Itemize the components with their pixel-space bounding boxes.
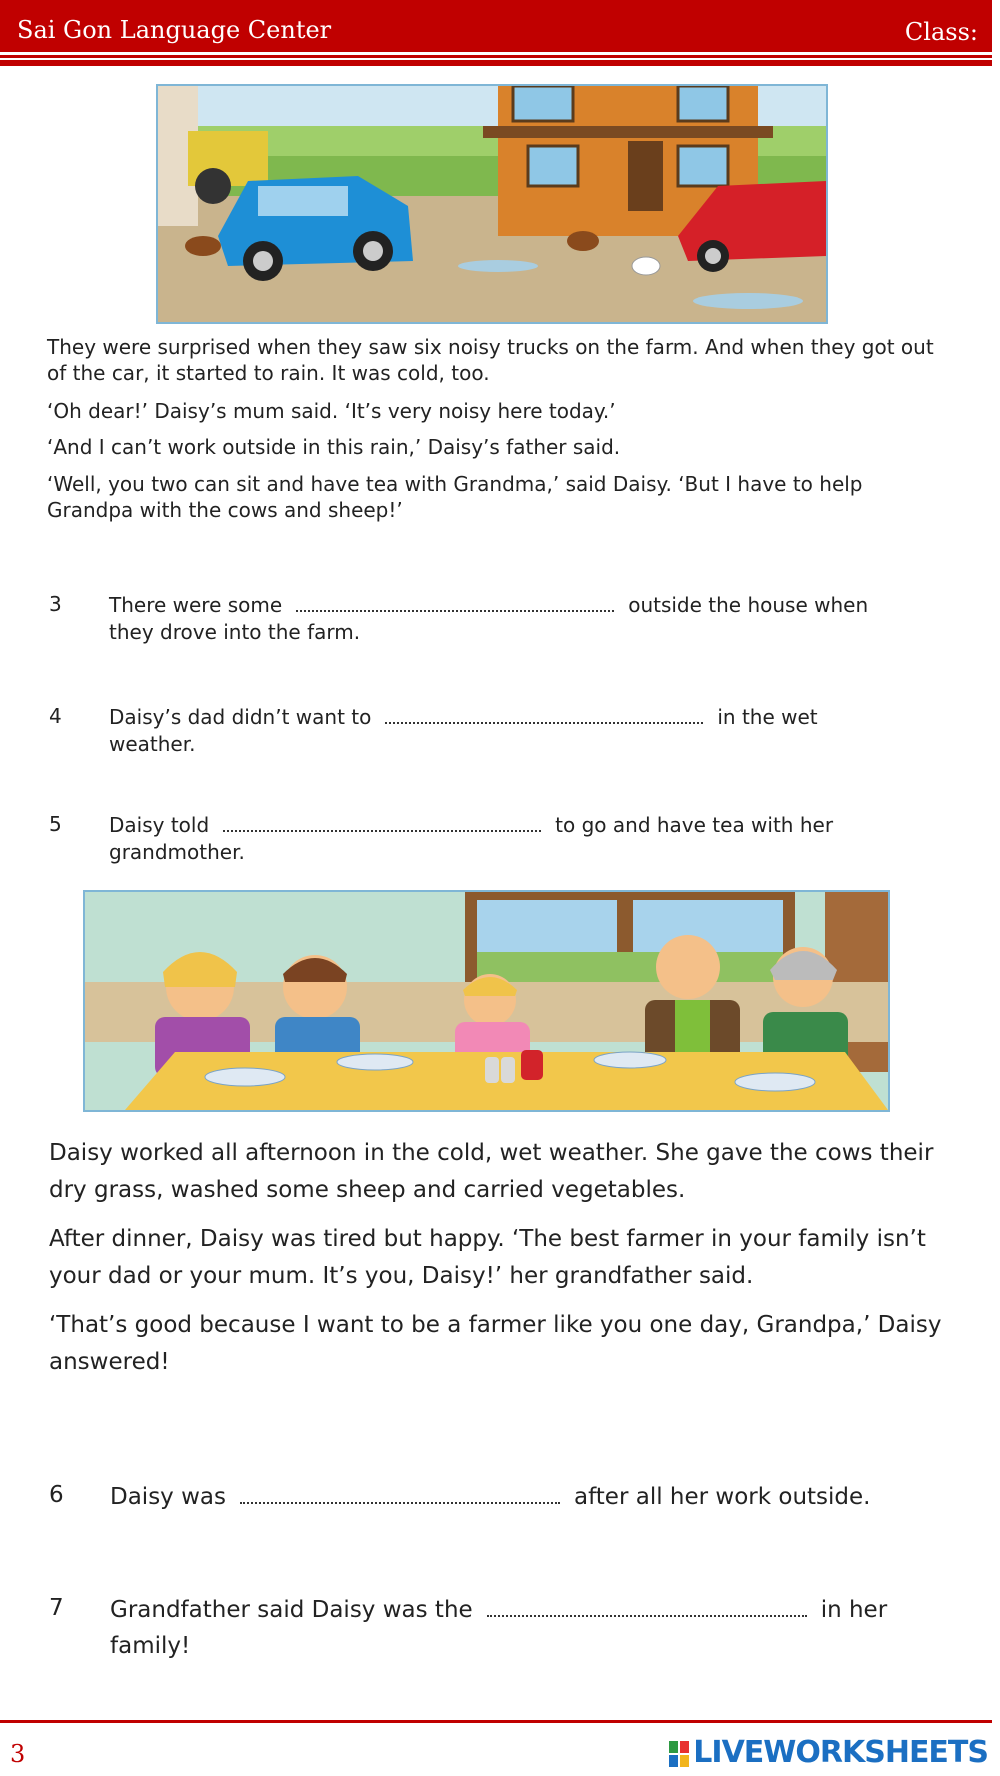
question-text-continued: family! [110,1633,191,1659]
question-number: 7 [49,1595,64,1621]
question-text-continued: weather. [109,732,196,756]
footer-divider [0,1720,992,1723]
answer-blank-6[interactable] [240,1482,560,1504]
question-number: 5 [49,812,62,836]
question-text-before: Grandfather said Daisy was the [110,1597,473,1623]
liveworksheets-icon [669,1741,689,1767]
story-paragraph-5: Daisy worked all afternoon in the cold, wet weather. She gave the cows their dry grass, washed some sheep and carried vegetables. [49,1140,934,1203]
story-paragraph-4: ‘Well, you two can sit and have tea with Grandma,’ said Daisy. ‘But I have to help Grandpa with the cows and sheep!’ [47,472,863,522]
question-4 [49,704,949,764]
story-paragraph-2: ‘Oh dear!’ Daisy’s mum said. ‘It’s very noisy here today.’ [47,399,616,423]
question-text-after: after all her work outside. [574,1484,871,1510]
answer-blank-5[interactable] [223,812,541,832]
answer-blank-4[interactable] [385,704,703,724]
question-text-continued: grandmother. [109,840,245,864]
liveworksheets-logo[interactable] [669,1735,988,1770]
question-text-before: Daisy told [109,813,210,837]
center-title: Sai Gon Language Center [17,16,332,44]
question-text-before: There were some [109,593,283,617]
header-divider [0,52,992,55]
story-paragraph-7: ‘That’s good because I want to be a farmer like you one day, Grandpa,’ Daisy answered! [49,1312,942,1375]
page-header [0,0,992,58]
story-paragraph-3: ‘And I can’t work outside in this rain,’ Daisy’s father said. [47,435,621,459]
question-number: 4 [49,704,62,728]
story-paragraph-6: After dinner, Daisy was tired but happy. ‘The best farmer in your family isn’t your dad or your mum. It’s you, Daisy!’ her grandfather said. [49,1226,926,1289]
question-6 [49,1482,969,1522]
question-3 [49,592,949,652]
question-text-after: in her [820,1597,888,1623]
class-label: Class: [904,18,978,46]
question-5 [49,812,949,872]
question-text-before: Daisy was [110,1484,226,1510]
question-number: 3 [49,592,62,616]
header-underline [0,60,992,66]
answer-blank-3[interactable] [296,592,614,612]
answer-blank-7[interactable] [487,1595,807,1617]
farm-rain-illustration [156,84,828,324]
question-number: 6 [49,1482,64,1508]
question-text-after: in the wet [717,705,818,729]
brand-text: LIVEWORKSHEETS [693,1735,988,1770]
question-text-after: to go and have tea with her [555,813,834,837]
page-number: 3 [10,1740,26,1768]
question-7 [49,1595,969,1675]
story-paragraph-1: They were surprised when they saw six noisy trucks on the farm. And when they got out of the car, it started to rain. It was cold, too. [47,335,934,385]
family-dinner-illustration [83,890,890,1112]
question-text-before: Daisy’s dad didn’t want to [109,705,372,729]
question-text-after: outside the house when [628,593,869,617]
question-text-continued: they drove into the farm. [109,620,361,644]
